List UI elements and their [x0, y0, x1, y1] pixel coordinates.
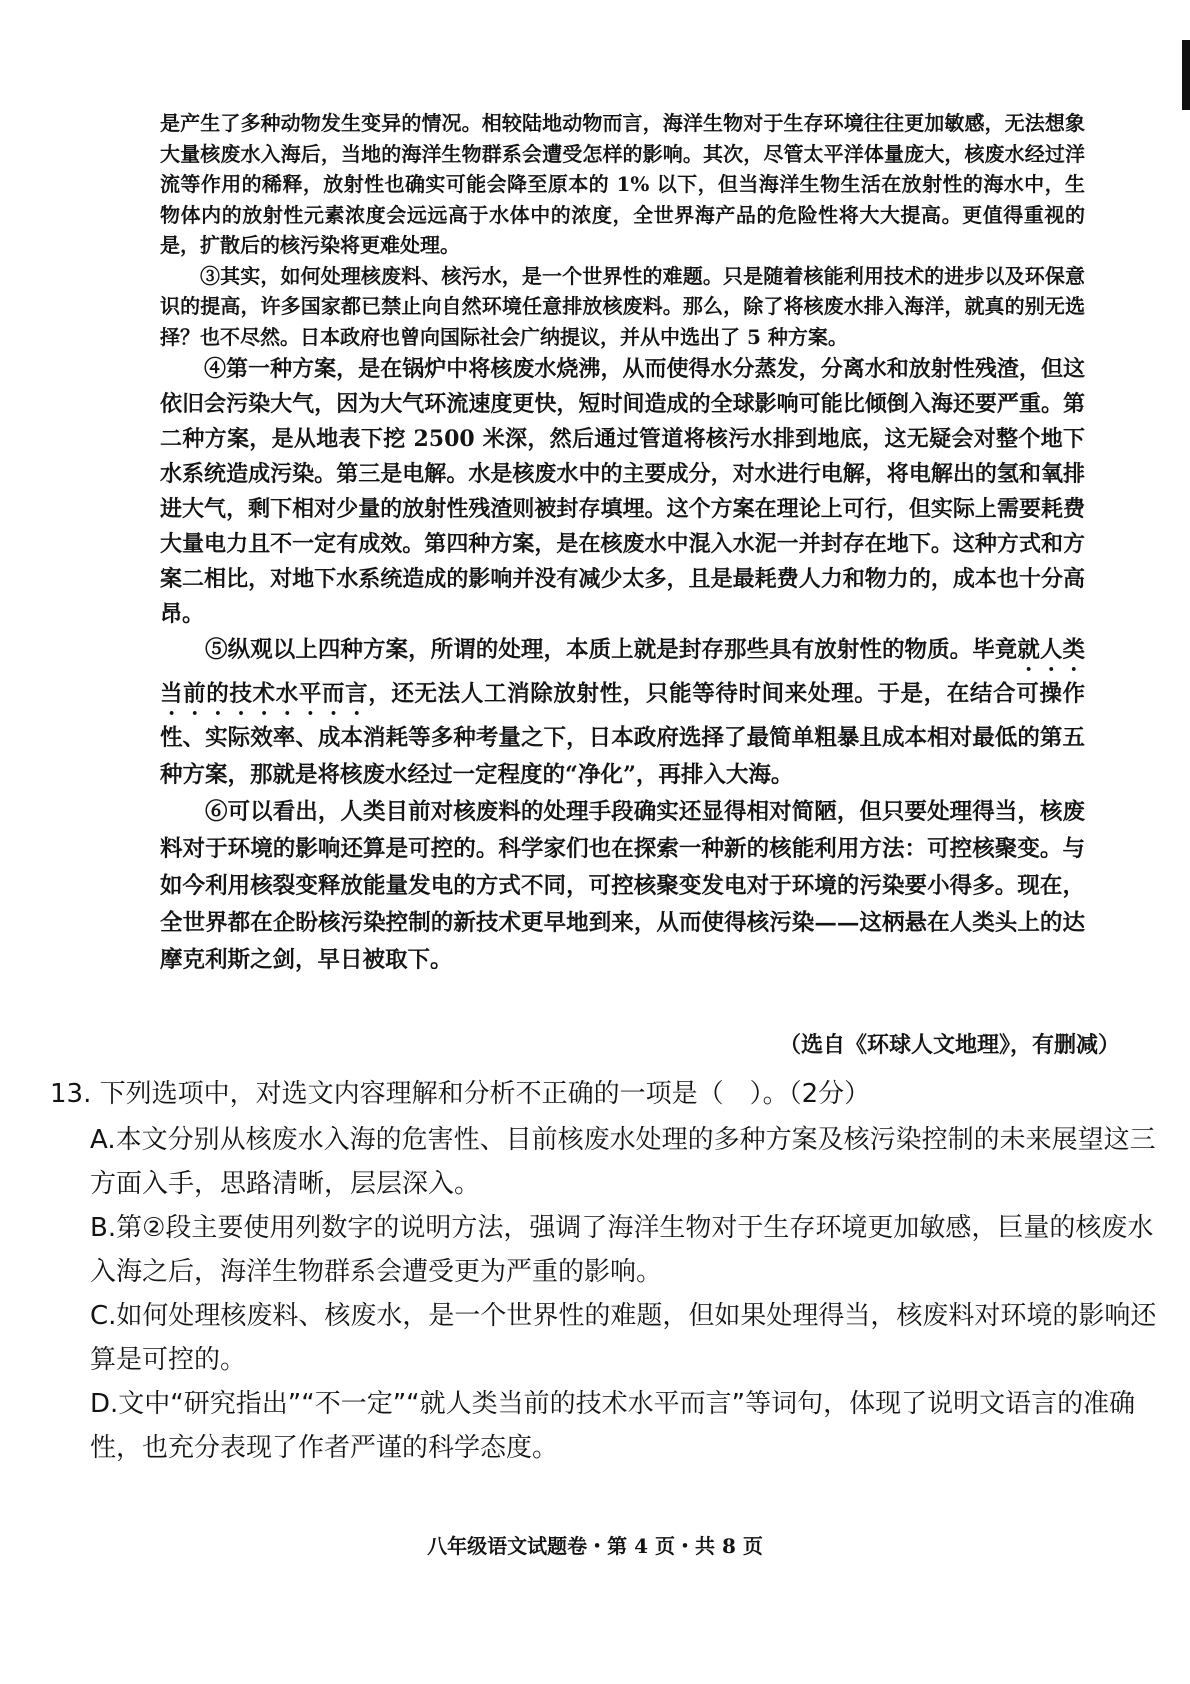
option-text: 第②段主要使用列数字的说明方法，强调了海洋生物对于生存环境更加敏感，巨量的核废水入海之后，海洋生物群系会遭受更为严重的影响。: [90, 1213, 1154, 1287]
paragraph-6: ⑥可以看出，人类目前对核废料的处理手段确实还显得相对简陋，但只要处理得当，核废料对于环境的影响还算是可控的。科学家们也在探索一种新的核能利用方法：可控核聚变。与如今利用核裂变释放能量发电的方式不同，可控核聚变发电对于环境的污染要小得多。现在，全世界都在企盼核污染控制的新技术更早地到来，从而使得核污染——这柄悬在人类头上的达摩克利斯之剑，早日被取下。: [160, 799, 1085, 973]
option-text: 本文分别从核废水入海的危害性、目前核废水处理的多种方案及核污染控制的未来展望这三方面入手，思路清晰，层层深入。: [90, 1125, 1156, 1199]
option-label: D.: [90, 1389, 119, 1419]
question-stem: 13. 下列选项中，对选文内容理解和分析不正确的一项是（ ）。（2分）: [50, 1079, 871, 1109]
paragraph-4: ④第一种方案，是在锅炉中将核废水烧沸，从而使得水分蒸发，分离水和放射性残渣，但这依旧会污染大气，因为大气环流速度更快，短时间造成的全球影响可能比倾倒入海还要严重。第二种方案，是从地表下挖 2500 米深，然后通过管道将核污水排到地底，这无疑会对整个地下水系统造成污染。第三是电解。水是核废水中的主要成分，对水进行电解，将电解出的氢和氧排进大气，剩下相对少量的放射性残渣则被封存填埋。这个方案在理论上可行，但实际上需要耗费大量电力且不一定有成效。第四种方案，是在核废水中混入水泥一并封存在地下。这种方式和方案二相比，对地下水系统造成的影响并没有减少太多，且是最耗费人力和物力的，成本也十分高昂。: [160, 356, 1085, 627]
reading-passage: [160, 108, 1085, 979]
option-text: 文中“研究指出”“不一定”“就人类当前的技术水平而言”等词句，体现了说明文语言的准确性，也充分表现了作者严谨的科学态度。: [90, 1389, 1136, 1463]
page-edge-shadow: [1182, 40, 1190, 110]
option-label: A.: [90, 1125, 116, 1155]
paragraph-5-end: ，还无法人工消除放射性，只能等待时间来处理。于是，在结合可操作性、实际效率、成本消耗等多种考量之下，日本政府选择了最简单粗暴且成本相对最低的第五种方案，那就是将核废水经过一定程度的“净化”，再排入大海。: [160, 681, 1085, 788]
emphasized-phrase: 就人类当前的技术水平而言: [160, 637, 1085, 707]
page-footer: 八年级语文试题卷・第 4 页・共 8 页: [427, 1534, 763, 1558]
option-c: [90, 1294, 1170, 1382]
question-13: [50, 1072, 1170, 1470]
option-label: B.: [90, 1213, 117, 1243]
option-a: [90, 1118, 1170, 1206]
option-d: [90, 1382, 1170, 1470]
paragraph-5-start: ⑤纵观以上四种方案，所谓的处理，本质上就是封存那些具有放射性的物质。毕竟: [205, 637, 1018, 663]
paragraph-5: [160, 632, 1085, 794]
paragraph-3: ③其实，如何处理核废料、核污水，是一个世界性的难题。只是随着核能利用技术的进步以及环保意识的提高，许多国家都已禁止向自然环境任意排放核废料。那么，除了将核废水排入海洋，就真的别无选择？也不尽然。日本政府也曾向国际社会广纳提议，并从中选出了 5 种方案。: [160, 263, 1085, 349]
option-label: C.: [90, 1301, 117, 1331]
option-text: 如何处理核废料、核废水，是一个世界性的难题，但如果处理得当，核废料对环境的影响还算是可控的。: [90, 1301, 1157, 1375]
paragraph-2-tail: 是产生了多种动物发生变异的情况。相较陆地动物而言，海洋生物对于生存环境往往更加敏感，无法想象大量核废水入海后，当地的海洋生物群系会遭受怎样的影响。其次，尽管太平洋体量庞大，核废水经过洋流等作用的稀释，放射性也确实可能会降至原本的 1% 以下，但当海洋生物生活在放射性的海水中，生物体内的放射性元素浓度会远远高于水体中的浓度，全世界海产品的危险性将大大提高。更值得重视的是，扩散后的核污染将更难处理。: [160, 111, 1085, 257]
source-citation: （选自《环球人文地理》，有删减）: [778, 1032, 1120, 1058]
option-b: [90, 1206, 1170, 1294]
